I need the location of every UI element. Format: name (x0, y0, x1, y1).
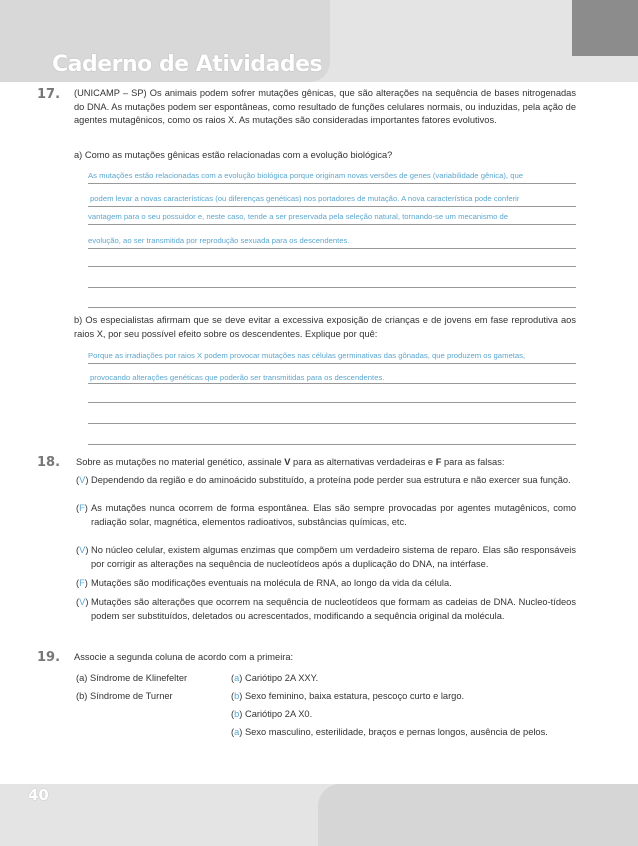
q18-intro-post: para as falsas: (441, 457, 505, 467)
q18-item-1-text: Dependendo da região e do aminoácido substituído, a proteína pode perder sua estrutura e não exercer sua função. (91, 475, 571, 485)
footer-curve (318, 784, 638, 846)
q18-intro-f: F (435, 457, 442, 467)
header-corner-block (572, 0, 638, 56)
answer-rule (88, 287, 576, 288)
answer-rule (88, 444, 576, 445)
q19-right-item-4-open: ( (231, 727, 235, 737)
q19-right-item-1 (231, 672, 576, 686)
q18-item-3-open: ( (76, 545, 80, 555)
q18-intro-mid: para as alternativas verdadeiras e (290, 457, 436, 467)
q19-number: 19. (37, 650, 61, 665)
q19-right-item-2-mark: b (234, 691, 240, 701)
q18-item-5-text: Mutações são alterações que ocorrem na sequência de nucleotídeos que formam as cadeias de DNA. Nucleo-tídeos podem ser substituídos, deletados ou acrescentados, modificando a sequência original da molécula. (91, 597, 576, 621)
q19-right-item-3-text: Cariótipo 2A X0. (244, 709, 313, 719)
answer-rule (88, 183, 576, 184)
q17b-answer-line-2: provocando alterações genéticas que poderão ser transmitidas para os descendentes. (90, 373, 385, 382)
q17a-question: a) Como as mutações gênicas estão relacionadas com a evolução biológica? (74, 150, 393, 160)
q18-item-5 (76, 596, 576, 623)
q18-intro (76, 456, 576, 470)
q18-item-1-close: ) (85, 475, 89, 485)
q18-item-4-open: ( (76, 578, 80, 588)
q18-item-3-mark: V (79, 545, 86, 555)
answer-rule (88, 423, 576, 424)
q18-item-1 (76, 474, 576, 488)
page-number: 40 (28, 786, 49, 804)
q18-item-4-close: ) (84, 578, 88, 588)
q19-right-item-3-mark: b (234, 709, 240, 719)
q19-right-item-2-open: ( (231, 691, 235, 701)
q19-right-item-1-mark: a (234, 673, 240, 683)
answer-rule (88, 307, 576, 308)
q17-text: (UNICAMP – SP) Os animais podem sofrer mutações gênicas, que são alterações na sequência de bases nitrogenadas do DNA. As mutações podem ser espontâneas, como resultado de funções celulares normais, ou induzidas, pela ação de agentes mutagênicos, como os raios X. As mutações são consideradas importantes fatores evolutivos. (74, 88, 576, 126)
q19-right-item-1-close: ) (239, 673, 243, 683)
answer-rule (88, 402, 576, 403)
q18-item-3-close: ) (85, 545, 89, 555)
q18-item-2-text: As mutações nunca ocorrem de forma espontânea. Elas são sempre provocadas por agentes mutagênicos, como radiação solar, magnética, elementos radioativos, substâncias químicas, etc. (91, 503, 576, 527)
q18-item-3-text: No núcleo celular, existem algumas enzimas que compõem um verdadeiro sistema de reparo. Elas são responsáveis por corrigir as alterações na sequência de nucleotídeos após a duplicação do DNA, na intérfase. (91, 545, 576, 569)
q19-right-item-3-close: ) (239, 709, 243, 719)
q19-right-item-3 (231, 708, 576, 722)
q18-intro-pre: Sobre as mutações no material genético, assinale (76, 457, 285, 467)
q18-item-2-open: ( (76, 503, 80, 513)
q19-right-item-2 (231, 690, 576, 704)
q17a-answer-line-4: evolução, ao ser transmitida por reprodução sexuada para os descendentes. (88, 236, 350, 245)
q19-right-item-4-mark: a (234, 727, 240, 737)
answer-rule (88, 363, 576, 364)
q19-right-item-3-open: ( (231, 709, 235, 719)
q18-item-2 (76, 502, 576, 529)
q19-right-item-4-close: ) (239, 727, 243, 737)
q18-item-4-mark: F (79, 578, 85, 588)
q18-item-2-mark: F (79, 503, 85, 513)
answer-rule (88, 206, 576, 207)
q19-right-item-4-text: Sexo masculino, esterilidade, braços e pernas longos, ausência de pelos. (244, 727, 548, 737)
q18-item-1-open: ( (76, 475, 80, 485)
q18-intro-v: V (284, 457, 291, 467)
q19-intro: Associe a segunda coluna de acordo com a primeira: (74, 652, 294, 662)
q18-number: 18. (37, 455, 61, 470)
q18-item-5-close: ) (85, 597, 89, 607)
q18-item-4-text: Mutações são modificações eventuais na molécula de RNA, ao longo da vida da célula. (91, 578, 452, 588)
answer-rule (88, 224, 576, 225)
q17a-answer-line-2: podem levar a novas características (ou diferenças genéticas) nos portadores de mutação. A nova característica pode conferir (90, 194, 520, 203)
q17a-answer-line-1: As mutações estão relacionadas com a evolução biológica porque originam novas versões de genes (variabilidade gênica), que (88, 171, 524, 180)
q18-item-3 (76, 544, 576, 571)
q19-right-item-2-text: Sexo feminino, baixa estatura, pescoço curto e largo. (244, 691, 465, 701)
q17b-question: b) Os especialistas afirmam que se deve evitar a excessiva exposição de crianças e de jovens em fase reprodutiva aos raios X, por seu possível efeito sobre os descendentes. Explique por quê: (74, 315, 576, 339)
q19-right-item-1-text: Cariótipo 2A XXY. (244, 673, 319, 683)
q18-item-1-mark: V (79, 475, 86, 485)
q19-right-item-1-open: ( (231, 673, 235, 683)
q18-item-2-close: ) (84, 503, 88, 513)
answer-rule (88, 248, 576, 249)
q17-number: 17. (37, 87, 61, 102)
q19-right-item-2-close: ) (239, 691, 243, 701)
q19-right-item-4 (231, 726, 576, 740)
q18-item-5-mark: V (79, 597, 86, 607)
q18-item-5-open: ( (76, 597, 80, 607)
q18-item-4 (76, 577, 576, 591)
header-title: Caderno de Atividades (52, 52, 323, 77)
q17b-answer-line-1: Porque as irradiações por raios X podem provocar mutações nas células germinativas das gônadas, que produzem os gametas, (88, 351, 526, 360)
answer-rule (88, 266, 576, 267)
q19-left-item-a: (a) Síndrome de Klinefelter (76, 673, 188, 683)
answer-rule (88, 383, 576, 384)
q19-left-item-b: (b) Síndrome de Turner (76, 691, 173, 701)
q17a-answer-line-3: vantagem para o seu possuidor e, neste caso, tende a ser preservada pela seleção natural, tornando-se um mecanismo de (88, 212, 509, 221)
